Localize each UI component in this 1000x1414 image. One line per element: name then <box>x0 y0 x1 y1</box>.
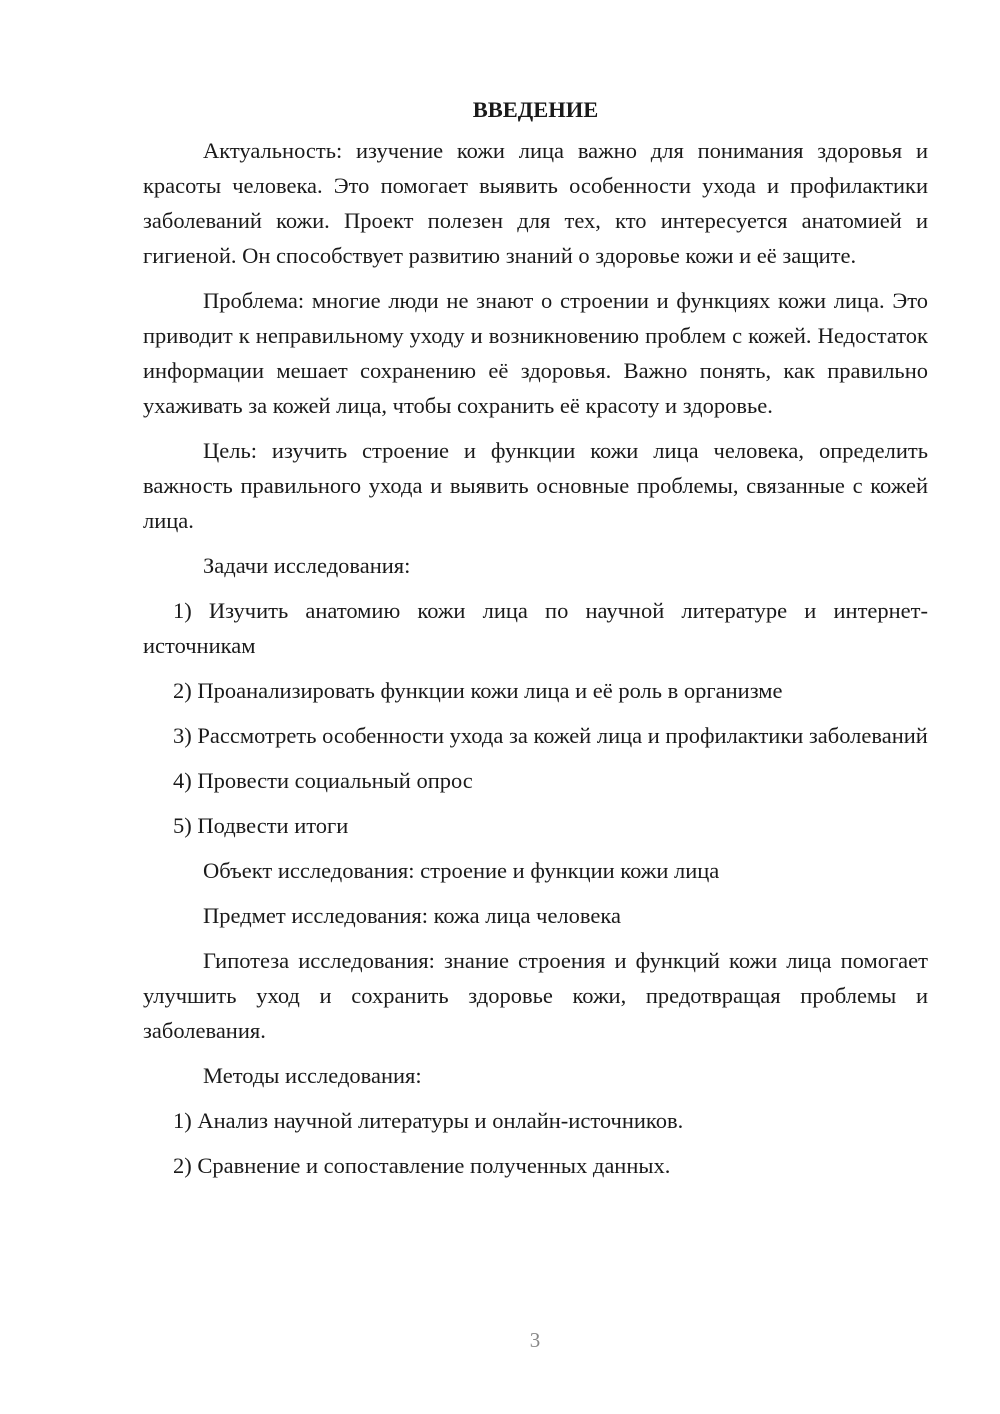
problem-paragraph: Проблема: многие люди не знают о строении и функциях кожи лица. Это приводит к неправильному уходу и возникновению проблем с кожей. Недостаток информации мешает сохранению её здоровья. Важно понять, как правильно ухаживать за кожей лица, чтобы сохранить её красоту и здоровье. <box>143 288 928 418</box>
relevance-paragraph: Актуальность: изучение кожи лица важно для понимания здоровья и красоты человека. Это помогает выявить особенности ухода и профилактики заболеваний кожи. Проект полезен для тех, кто интересуется анатомией и гигиеной. Он способствует развитию знаний о здоровье кожи и её защите. <box>143 138 928 268</box>
subject-paragraph: Предмет исследования: кожа лица человека <box>203 903 621 928</box>
object-paragraph: Объект исследования: строение и функции кожи лица <box>203 858 720 883</box>
task-item: 3) Рассмотреть особенности ухода за кожей лица и профилактики заболеваний <box>173 723 928 748</box>
section-title: ВВЕДЕНИЕ <box>472 97 599 122</box>
task-item: 2) Проанализировать функции кожи лица и её роль в организме <box>173 678 783 703</box>
task-item: 1) Изучить анатомию кожи лица по научной литературе и интернет-источникам <box>143 598 928 658</box>
document-page <box>143 92 928 1193</box>
page-number: 3 <box>529 1328 541 1352</box>
method-item: 1) Анализ научной литературы и онлайн-источников. <box>173 1108 684 1133</box>
methods-heading: Методы исследования: <box>203 1063 422 1088</box>
hypothesis-paragraph: Гипотеза исследования: знание строения и функций кожи лица помогает улучшить уход и сохранить здоровье кожи, предотвращая проблемы и заболевания. <box>143 948 928 1043</box>
tasks-heading: Задачи исследования: <box>203 553 411 578</box>
method-item: 2) Сравнение и сопоставление полученных данных. <box>173 1153 671 1178</box>
task-item: 5) Подвести итоги <box>173 813 349 838</box>
goal-paragraph: Цель: изучить строение и функции кожи лица человека, определить важность правильного ухода и выявить основные проблемы, связанные с кожей лица. <box>143 438 928 533</box>
task-item: 4) Провести социальный опрос <box>173 768 473 793</box>
